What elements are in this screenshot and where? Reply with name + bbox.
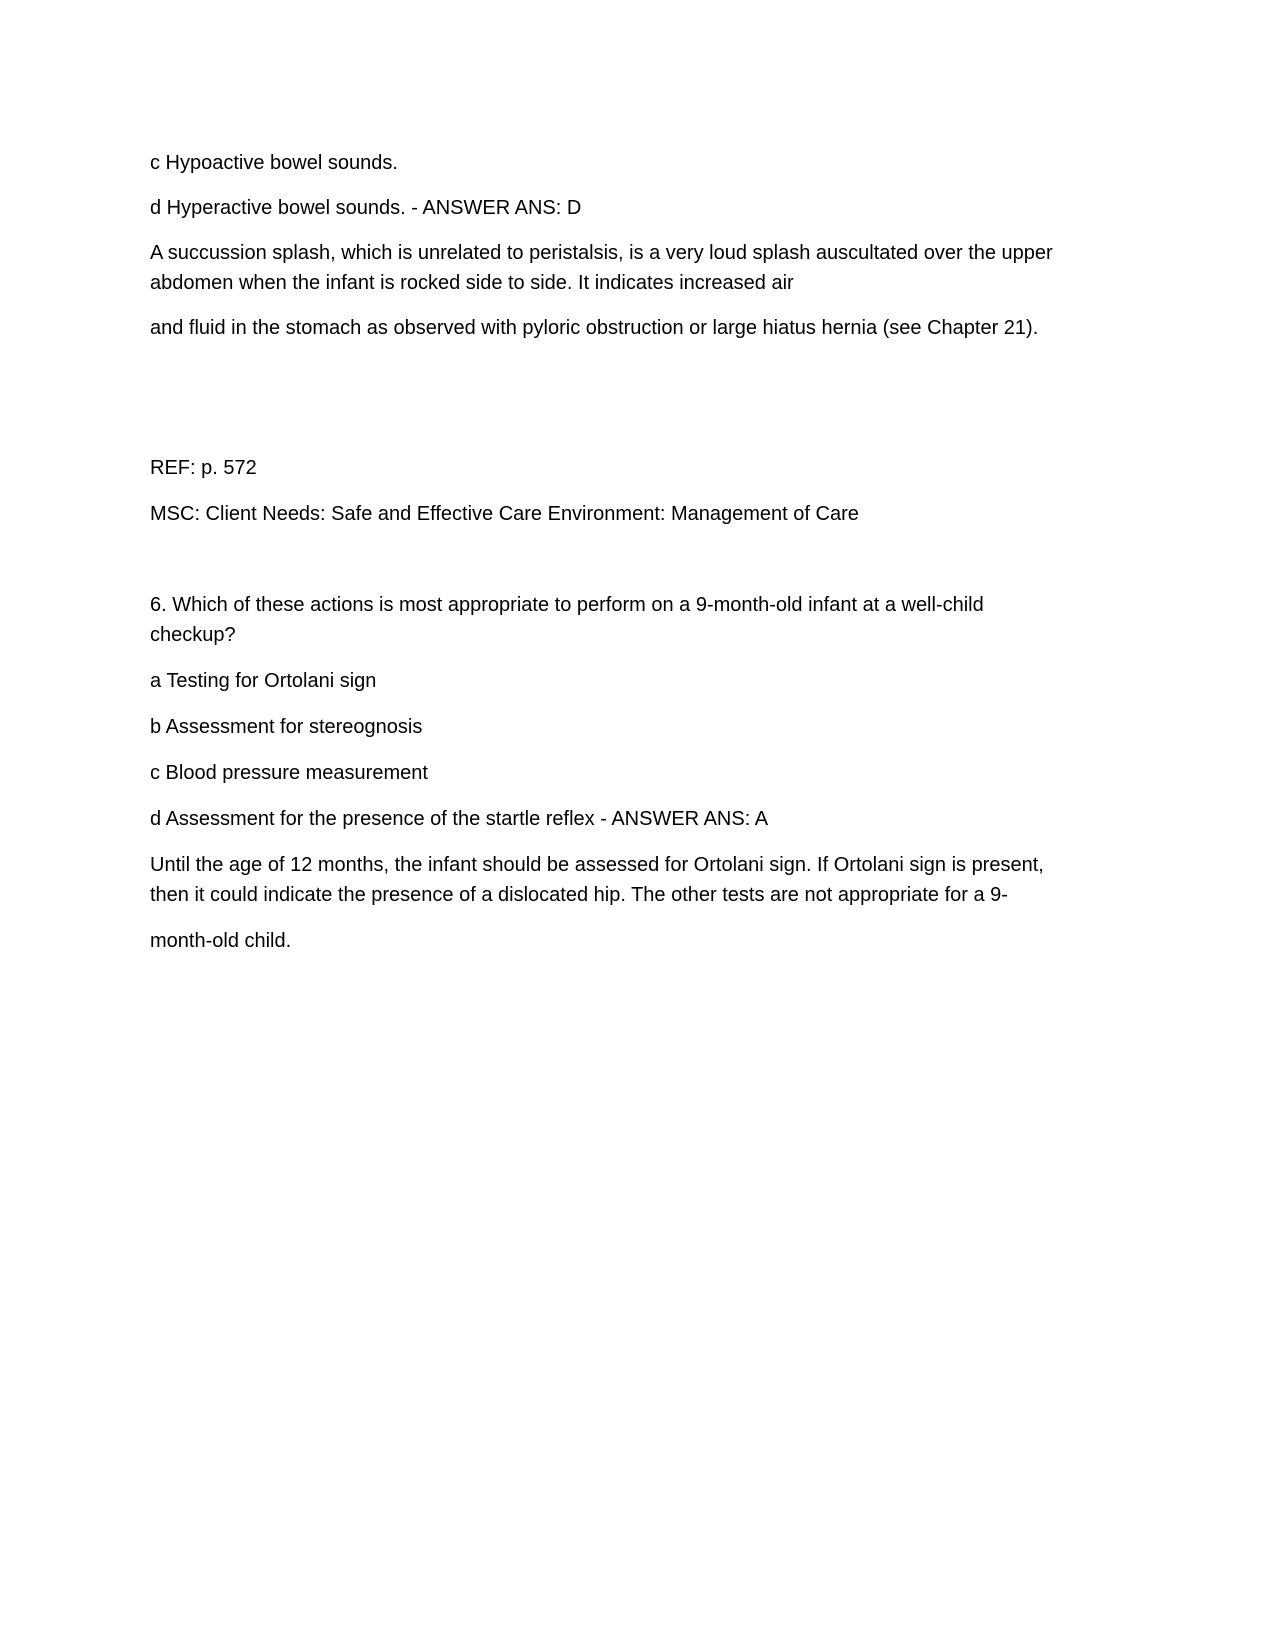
client-needs-text: MSC: Client Needs: Safe and Effective Care Environment: Management of Care (150, 503, 859, 525)
option-b-text: b Assessment for stereognosis (150, 716, 423, 738)
rationale-line: then it could indicate the presence of a dislocated hip. The other tests are not appropriate for a 9- (150, 884, 1008, 906)
option-d-answer-text: d Assessment for the presence of the startle reflex - ANSWER ANS: A (150, 808, 769, 830)
option-d-answer-text: d Hyperactive bowel sounds. - ANSWER ANS: D (150, 197, 582, 219)
reference-text: REF: p. 572 (150, 457, 257, 479)
rationale-line: month-old child. (150, 930, 292, 952)
rationale-line: and fluid in the stomach as observed with pyloric obstruction or large hiatus hernia (see Chapter 21). (150, 317, 1039, 339)
option-c-text: c Hypoactive bowel sounds. (150, 152, 398, 174)
rationale-line: abdomen when the infant is rocked side to side. It indicates increased air (150, 272, 794, 294)
question-stem-line: 6. Which of these actions is most appropriate to perform on a 9-month-old infant at a well-child (150, 594, 984, 616)
rationale-line: Until the age of 12 months, the infant should be assessed for Ortolani sign. If Ortolani sign is present, (150, 854, 1044, 876)
option-c-text: c Blood pressure measurement (150, 762, 428, 784)
option-a-text: a Testing for Ortolani sign (150, 670, 377, 692)
question-stem-line: checkup? (150, 624, 236, 646)
rationale-line: A succussion splash, which is unrelated to peristalsis, is a very loud splash auscultated over the upper (150, 242, 1053, 264)
